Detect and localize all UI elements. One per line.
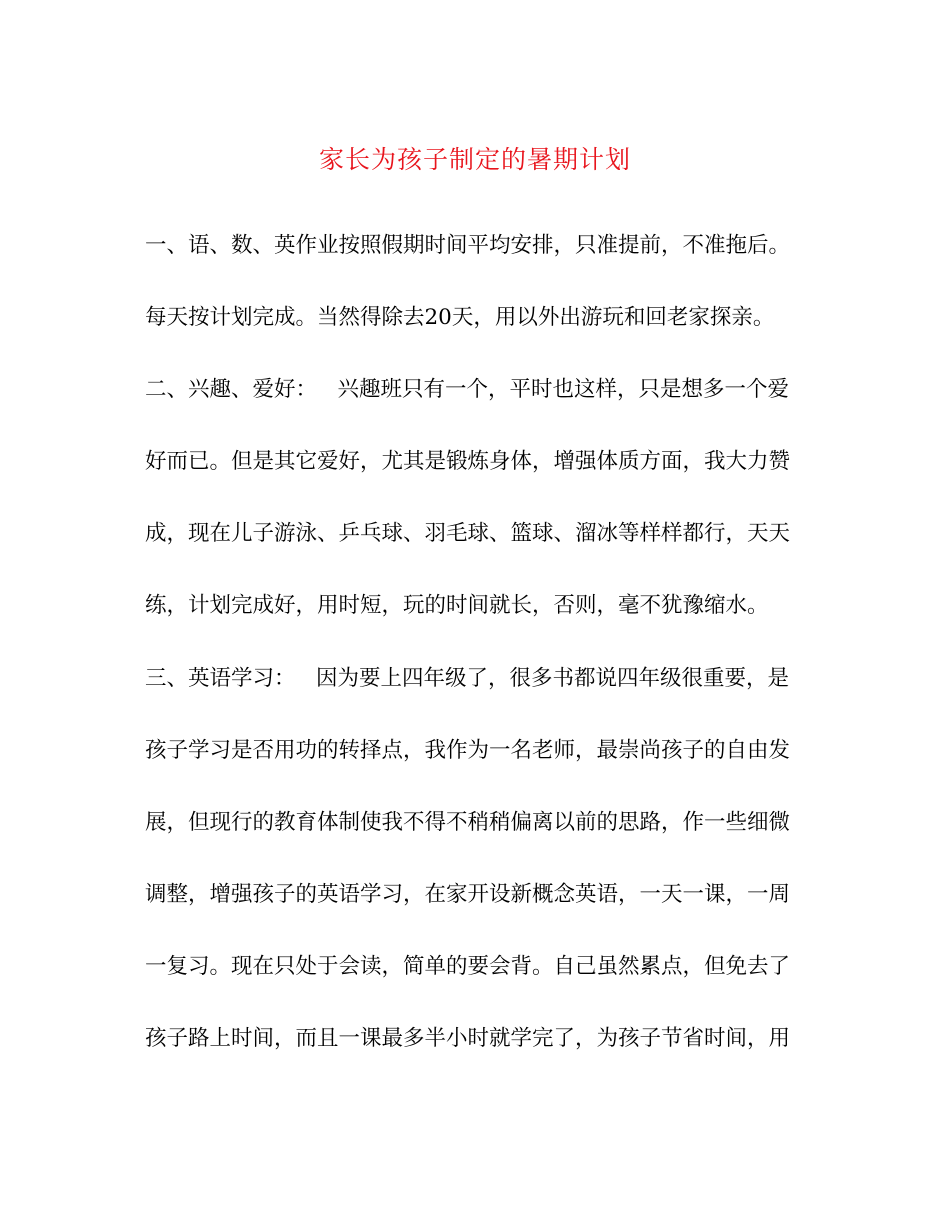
paragraph-line: 练，计划完成好，用时短，玩的时间就长，否则，毫不犹豫缩水。: [145, 593, 769, 618]
paragraph-line: 一复习。现在只处于会读，简单的要会背。自己虽然累点，但免去了: [145, 954, 791, 979]
paragraph-line: 展，但现行的教育体制使我不得不稍稍偏离以前的思路，作一些细微: [145, 810, 791, 835]
paragraph-line: 孩子学习是否用功的转择点，我作为一名老师，最崇尚孩子的自由发: [145, 738, 791, 763]
paragraph-line: 调整，增强孩子的英语学习，在家开设新概念英语，一天一课，一周: [145, 882, 791, 907]
document-title: 家长为孩子制定的暑期计划: [318, 145, 631, 174]
paragraph-line: 孩子路上时间，而且一课最多半小时就学完了，为孩子节省时间，用: [145, 1026, 791, 1051]
paragraph-line: 一、语、数、英作业按照假期时间平均安排，只准提前，不准拖后。: [145, 233, 791, 258]
paragraph-line: 二、兴趣、爱好： 兴趣班只有一个，平时也这样，只是想多一个爱: [145, 377, 790, 402]
paragraph-line: 三、英语学习： 因为要上四年级了，很多书都说四年级很重要，是: [145, 666, 790, 691]
paragraph-line: 好而已。但是其它爱好，尤其是锻炼身体，增强体质方面，我大力赞: [145, 449, 791, 474]
paragraph-line: 成，现在儿子游泳、乒乓球、羽毛球、篮球、溜冰等样样都行，天天: [145, 521, 791, 546]
paragraph-line: 每天按计划完成。当然得除去20天，用以外出游玩和回老家探亲。: [145, 305, 775, 330]
